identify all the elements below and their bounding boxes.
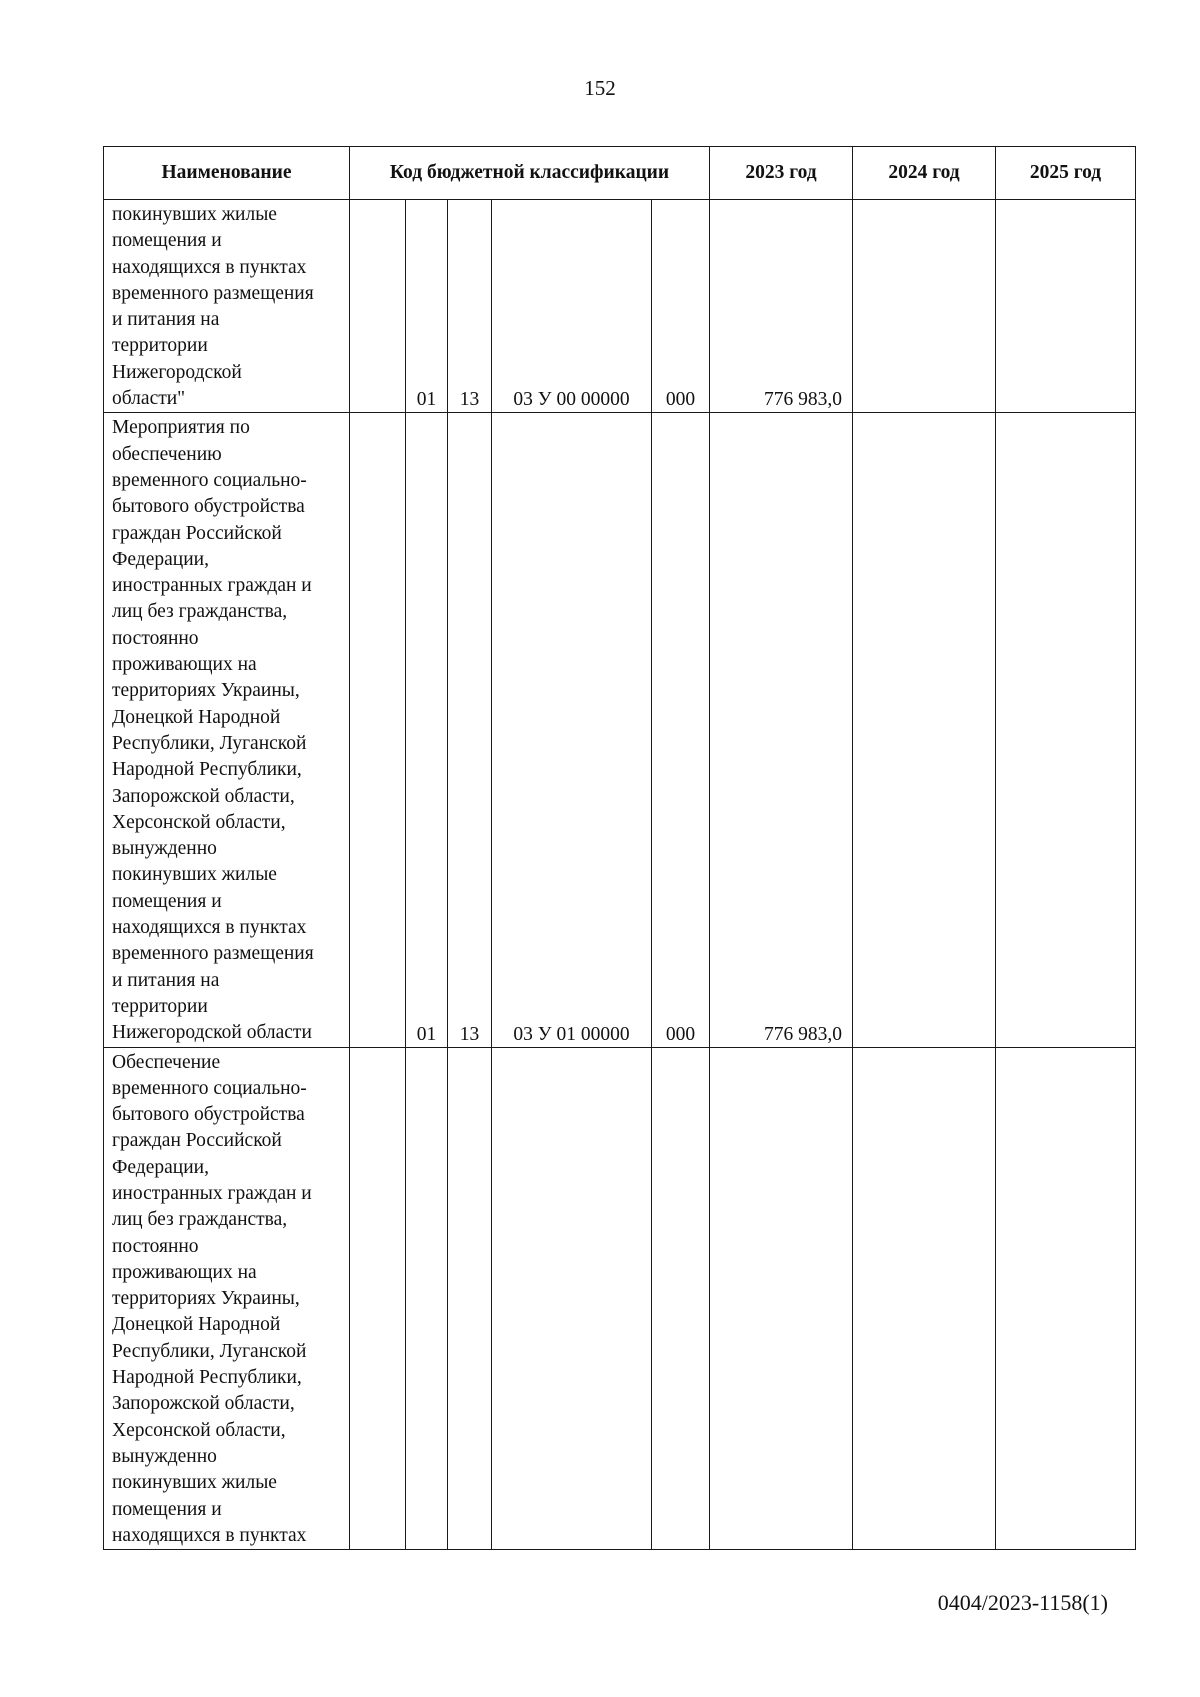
row-name-line: покинувших жилые xyxy=(112,864,277,886)
row-name-line: Херсонской области, xyxy=(112,811,286,833)
row-name-line: территории xyxy=(112,335,208,357)
code-part-1 xyxy=(350,1047,406,1550)
code-subsection: 13 xyxy=(448,413,492,1047)
code-part-1 xyxy=(350,413,406,1047)
row-name-line: покинувших жилые xyxy=(112,1472,277,1494)
row-name-line: Республики, Луганской xyxy=(112,732,307,754)
row-name-line: территориях Украины, xyxy=(112,680,300,702)
row-name-line: иностранных граждан и xyxy=(112,575,312,597)
row-name-line: постоянно xyxy=(112,627,199,649)
row-name-line: территории xyxy=(112,995,208,1017)
row-name-line: и питания на xyxy=(112,309,220,331)
row-name-line: иностранных граждан и xyxy=(112,1182,312,1204)
row-name-line: вынужденно xyxy=(112,1445,217,1467)
document-id: 0404/2023-1158(1) xyxy=(937,1590,1108,1615)
header-name: Наименование xyxy=(104,147,350,200)
row-name-line: Мероприятия по xyxy=(112,417,250,439)
amount-2025 xyxy=(996,200,1136,413)
row-name xyxy=(104,200,350,413)
table-row xyxy=(104,413,1136,1047)
row-name-line: бытового обустройства xyxy=(112,496,305,518)
header-2025: 2025 год xyxy=(996,147,1136,200)
header-2023: 2023 год xyxy=(710,147,853,200)
code-expense-type xyxy=(652,1047,710,1550)
code-target-article: 03 У 01 00000 xyxy=(492,413,652,1047)
header-2024: 2024 год xyxy=(853,147,996,200)
code-target-article xyxy=(492,1047,652,1550)
table-row xyxy=(104,200,1136,413)
row-name-line: лиц без гражданства, xyxy=(112,601,288,623)
row-name-line: временного социально- xyxy=(112,1077,307,1099)
row-name-line: Нижегородской xyxy=(112,361,242,383)
row-name-line: области" xyxy=(112,388,186,410)
row-name-line: граждан Российской xyxy=(112,1130,282,1152)
amount-2023 xyxy=(710,1047,853,1550)
row-name-line: Народной Республики, xyxy=(112,759,302,781)
row-name-line: и питания на xyxy=(112,969,220,991)
code-part-1 xyxy=(350,200,406,413)
row-name-line: помещения и xyxy=(112,890,222,912)
row-name-line: находящихся в пунктах xyxy=(112,917,307,939)
row-name xyxy=(104,413,350,1047)
row-name-line: граждан Российской xyxy=(112,522,282,544)
row-name-line: Донецкой Народной xyxy=(112,706,281,728)
code-section: 01 xyxy=(406,413,448,1047)
row-name-line: покинувших жилые xyxy=(112,204,277,225)
header-row xyxy=(104,147,1136,200)
row-name-line: территориях Украины, xyxy=(112,1288,300,1310)
amount-2024 xyxy=(853,1047,996,1550)
header-code: Код бюджетной классификации xyxy=(350,147,710,200)
code-target-article: 03 У 00 00000 xyxy=(492,200,652,413)
budget-table xyxy=(103,146,1136,1550)
table-row xyxy=(104,1047,1136,1550)
row-name-line: лиц без гражданства, xyxy=(112,1209,288,1231)
row-name-line: Донецкой Народной xyxy=(112,1314,281,1336)
row-name-line: Обеспечение xyxy=(112,1051,221,1073)
amount-2023: 776 983,0 xyxy=(710,200,853,413)
row-name xyxy=(104,1047,350,1550)
table-body xyxy=(104,200,1136,1550)
row-name-line: находящихся в пунктах xyxy=(112,256,307,278)
code-section xyxy=(406,1047,448,1550)
code-section: 01 xyxy=(406,200,448,413)
row-name-line: проживающих на xyxy=(112,1261,257,1283)
amount-2025 xyxy=(996,413,1136,1047)
row-name-line: временного размещения xyxy=(112,282,314,304)
code-subsection xyxy=(448,1047,492,1550)
code-expense-type: 000 xyxy=(652,200,710,413)
row-name-line: временного размещения xyxy=(112,943,314,965)
row-name-line: временного социально- xyxy=(112,469,307,491)
amount-2024 xyxy=(853,200,996,413)
row-name-line: помещения и xyxy=(112,230,222,252)
row-name-line: бытового обустройства xyxy=(112,1104,305,1126)
row-name-line: помещения и xyxy=(112,1498,222,1520)
code-subsection: 13 xyxy=(448,200,492,413)
row-name-line: находящихся в пунктах xyxy=(112,1524,307,1546)
row-name-line: постоянно xyxy=(112,1235,199,1257)
row-name-line: проживающих на xyxy=(112,654,257,676)
row-name-line: Нижегородской области xyxy=(112,1022,312,1044)
row-name-line: Республики, Луганской xyxy=(112,1340,307,1362)
row-name-line: Херсонской области, xyxy=(112,1419,286,1441)
code-expense-type: 000 xyxy=(652,413,710,1047)
amount-2025 xyxy=(996,1047,1136,1550)
row-name-line: вынужденно xyxy=(112,838,217,860)
row-name-line: Федерации, xyxy=(112,548,209,570)
row-name-line: Запорожской области, xyxy=(112,1393,295,1415)
row-name-line: обеспечению xyxy=(112,443,222,465)
row-name-line: Народной Республики, xyxy=(112,1367,302,1389)
row-name-line: Федерации, xyxy=(112,1156,209,1178)
amount-2023: 776 983,0 xyxy=(710,413,853,1047)
amount-2024 xyxy=(853,413,996,1047)
page-number: 152 xyxy=(584,76,616,100)
row-name-line: Запорожской области, xyxy=(112,785,295,807)
